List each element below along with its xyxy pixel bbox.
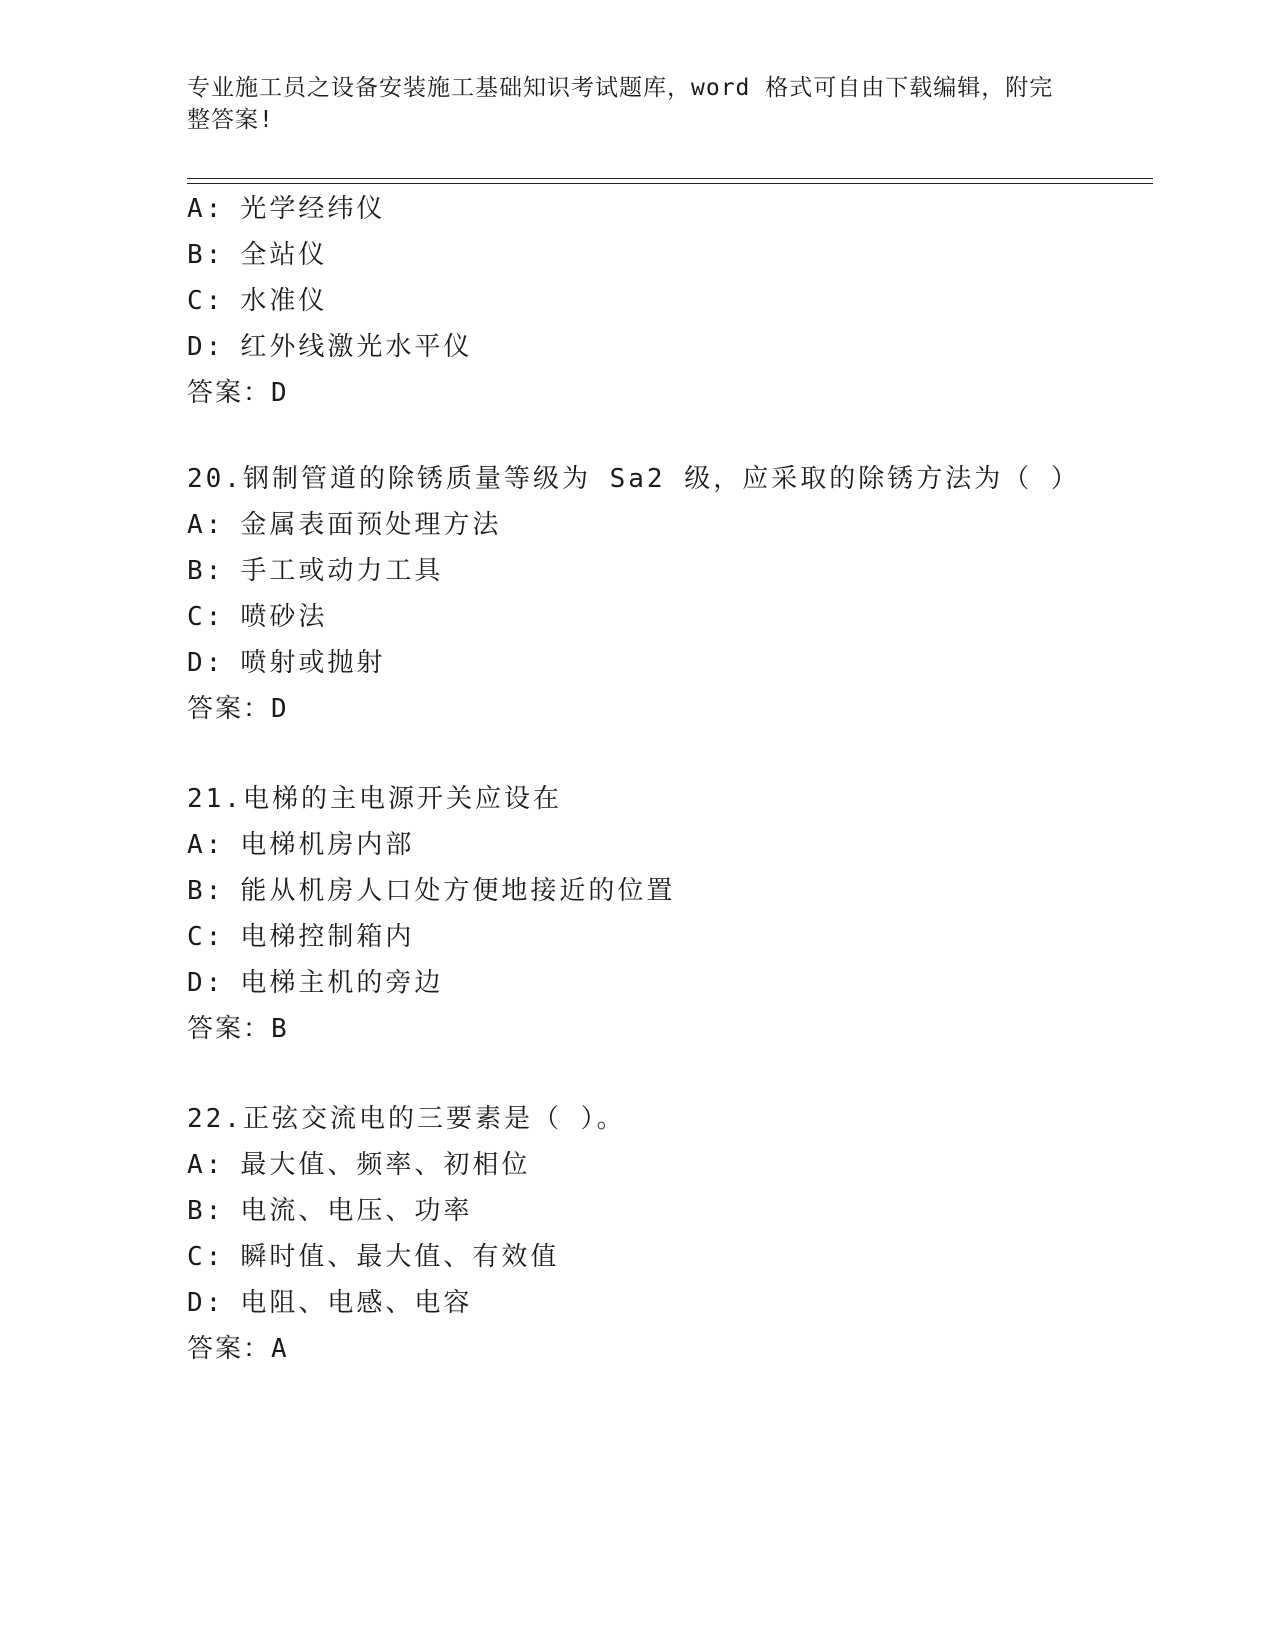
answer-line	[187, 370, 1153, 416]
option-b	[187, 232, 1153, 278]
option-letter: A:	[187, 510, 225, 540]
option-letter: B:	[187, 556, 225, 586]
option-text: 电流、电压、功率	[240, 1196, 473, 1226]
option-letter: C:	[187, 286, 225, 316]
option-text: 电梯主机的旁边	[240, 968, 444, 998]
option-letter: A:	[187, 194, 225, 224]
option-a	[187, 502, 1153, 548]
question-text: 20.钢制管道的除锈质量等级为 Sa2 级，应采取的除锈方法为（ ）	[187, 464, 1080, 494]
option-c	[187, 914, 1153, 960]
document-header	[187, 72, 1067, 136]
option-text: 喷射或抛射	[240, 648, 386, 678]
option-text: 电梯控制箱内	[240, 922, 415, 952]
answer-label: 答案：	[187, 1334, 272, 1364]
answer-line	[187, 1006, 1153, 1052]
answer-value: A	[271, 1334, 289, 1364]
option-letter: A:	[187, 1150, 225, 1180]
option-c	[187, 594, 1153, 640]
option-b	[187, 548, 1153, 594]
option-letter: C:	[187, 602, 225, 632]
option-letter: D:	[187, 648, 225, 678]
answer-line	[187, 1326, 1153, 1372]
answer-label: 答案：	[187, 1014, 272, 1044]
option-d	[187, 324, 1153, 370]
option-text: 金属表面预处理方法	[240, 510, 502, 540]
option-text: 水准仪	[240, 286, 328, 316]
option-d	[187, 640, 1153, 686]
option-letter: C:	[187, 922, 225, 952]
option-text: 瞬时值、最大值、有效值	[240, 1242, 560, 1272]
option-b	[187, 868, 1153, 914]
answer-line	[187, 686, 1153, 732]
option-text: 电梯机房内部	[240, 830, 415, 860]
option-letter: B:	[187, 1196, 225, 1226]
option-letter: B:	[187, 876, 225, 906]
question-19	[187, 186, 1153, 416]
option-b	[187, 1188, 1153, 1234]
header-line-1: 专业施工员之设备安装施工基础知识考试题库，word 格式可自由下载编辑，附完	[187, 75, 1054, 101]
question-21	[187, 776, 1153, 1052]
question-text: 21.电梯的主电源开关应设在	[187, 784, 562, 814]
answer-value: D	[271, 378, 289, 408]
answer-label: 答案：	[187, 378, 272, 408]
option-letter: C:	[187, 1242, 225, 1272]
option-text: 光学经纬仪	[240, 194, 386, 224]
option-d	[187, 960, 1153, 1006]
option-c	[187, 1234, 1153, 1280]
option-letter: D:	[187, 332, 225, 362]
option-text: 全站仪	[240, 240, 328, 270]
question-text: 22.正弦交流电的三要素是（ ）。	[187, 1104, 626, 1134]
answer-value: D	[271, 694, 289, 724]
header-line-2: 整答案!	[187, 107, 274, 133]
option-a	[187, 186, 1153, 232]
answer-label: 答案：	[187, 694, 272, 724]
option-d	[187, 1280, 1153, 1326]
answer-value: B	[271, 1014, 289, 1044]
header-divider-top	[187, 178, 1153, 179]
option-text: 最大值、频率、初相位	[240, 1150, 531, 1180]
option-letter: A:	[187, 830, 225, 860]
option-a	[187, 1142, 1153, 1188]
option-letter: D:	[187, 1288, 225, 1318]
question-20	[187, 456, 1153, 732]
option-a	[187, 822, 1153, 868]
option-text: 电阻、电感、电容	[240, 1288, 473, 1318]
header-divider-bottom	[187, 183, 1153, 184]
question-22	[187, 1096, 1153, 1372]
option-letter: D:	[187, 968, 225, 998]
option-text: 喷砂法	[240, 602, 328, 632]
option-text: 红外线激光水平仪	[240, 332, 473, 362]
option-letter: B:	[187, 240, 225, 270]
option-c	[187, 278, 1153, 324]
option-text: 能从机房人口处方便地接近的位置	[240, 876, 676, 906]
option-text: 手工或动力工具	[240, 556, 444, 586]
